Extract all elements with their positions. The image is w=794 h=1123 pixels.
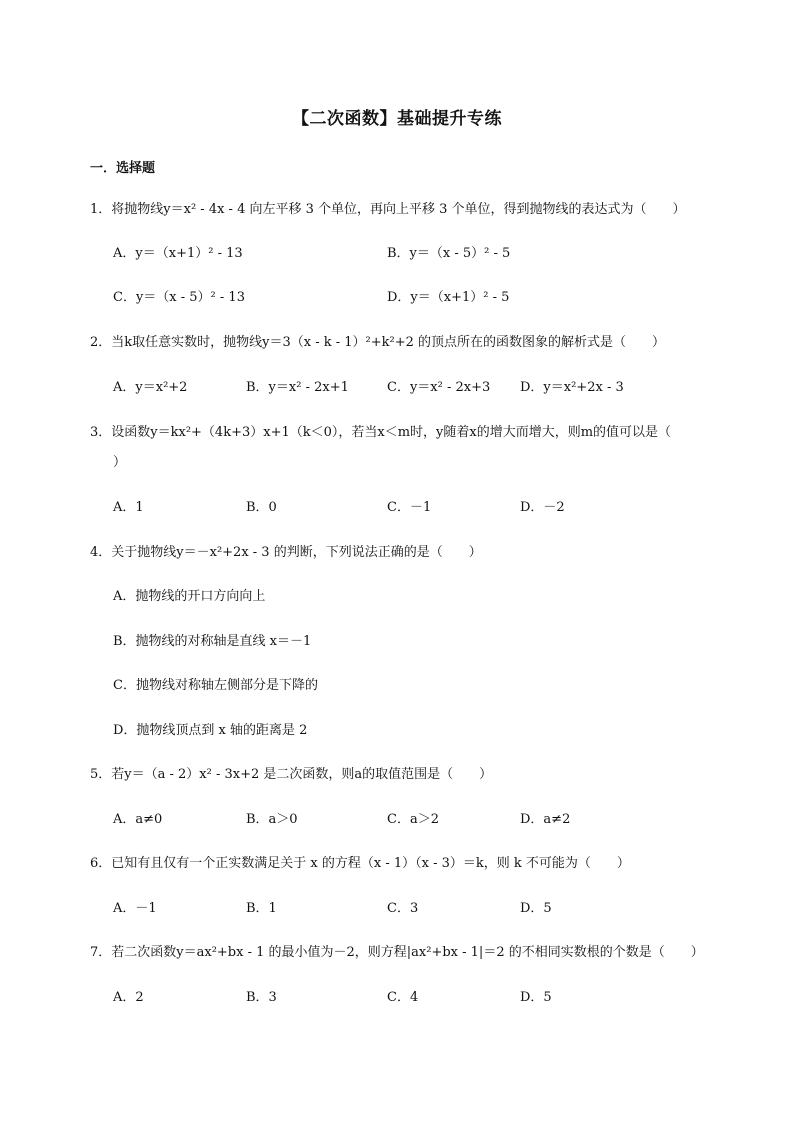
question-7-stem: 7．若二次函数y＝ax²+bx - 1 的最小值为－2，则方程|ax²+bx - 1|＝2 的不相同实数根的个数是（ ） (90, 945, 704, 960)
question-2-option-b: B．y＝x² - 2x+1 (246, 380, 349, 395)
question-4-option-c: C．抛物线对称轴左侧部分是下降的 (113, 678, 318, 693)
page-title: 【二次函数】基础提升专练 (292, 109, 502, 129)
question-7-option-a: A．2 (113, 990, 144, 1005)
question-3-stem-continued: ） (113, 455, 127, 470)
question-7-option-c: C．4 (387, 990, 419, 1005)
question-5-option-d: D．a≠2 (520, 812, 571, 827)
question-2-option-d: D．y＝x²+2x - 3 (520, 380, 624, 395)
question-1-option-c: C．y＝（x - 5）² - 13 (113, 290, 245, 305)
question-4-option-d: D．抛物线顶点到 x 轴的距离是 2 (113, 723, 308, 738)
question-1-option-b: B．y＝（x - 5）² - 5 (387, 246, 511, 261)
question-1-option-d: D．y＝（x+1）² - 5 (387, 290, 510, 305)
question-3-option-c: C．－1 (387, 500, 432, 515)
question-1-stem: 1．将抛物线y＝x² - 4x - 4 向左平移 3 个单位，再向上平移 3 个单位，得到抛物线的表达式为（ ） (90, 202, 686, 217)
question-3-stem: 3．设函数y＝kx²+（4k+3）x+1（k＜0），若当x＜m时，y随着x的增大而增大，则m的值可以是（ (90, 425, 672, 440)
question-7-option-d: D．5 (520, 990, 552, 1005)
question-6-option-a: A．－1 (113, 901, 157, 916)
question-6-stem: 6．已知有且仅有一个正实数满足关于 x 的方程（x - 1）（x - 3）＝k，则 k 不可能为（ ） (90, 856, 630, 871)
question-1-option-a: A．y＝（x+1）² - 13 (113, 246, 243, 261)
question-7-option-b: B．3 (246, 990, 277, 1005)
question-5-option-c: C．a＞2 (387, 812, 439, 827)
question-5-stem: 5．若y＝（a - 2）x² - 3x+2 是二次函数，则a的取值范围是（ ） (90, 767, 493, 782)
question-3-option-d: D．－2 (520, 500, 565, 515)
question-6-option-b: B．1 (246, 901, 277, 916)
question-5-option-b: B．a＞0 (246, 812, 298, 827)
question-6-option-c: C．3 (387, 901, 419, 916)
question-6-option-d: D．5 (520, 901, 552, 916)
question-3-option-b: B．0 (246, 500, 277, 515)
section-heading: 一．选择题 (90, 161, 156, 176)
question-4-stem: 4．关于抛物线y＝－x²+2x - 3 的判断，下列说法正确的是（ ） (90, 545, 482, 560)
question-5-option-a: A．a≠0 (113, 812, 163, 827)
question-3-option-a: A．1 (113, 500, 144, 515)
question-2-option-a: A．y＝x²+2 (113, 380, 188, 395)
question-2-stem: 2．当k取任意实数时，抛物线y＝3（x - k - 1）²+k²+2 的顶点所在的函数图象的解析式是（ ） (90, 335, 666, 350)
question-4-option-a: A．抛物线的开口方向向上 (113, 589, 266, 604)
question-4-option-b: B．抛物线的对称轴是直线 x＝－1 (113, 634, 312, 649)
question-2-option-c: C．y＝x² - 2x+3 (387, 380, 491, 395)
